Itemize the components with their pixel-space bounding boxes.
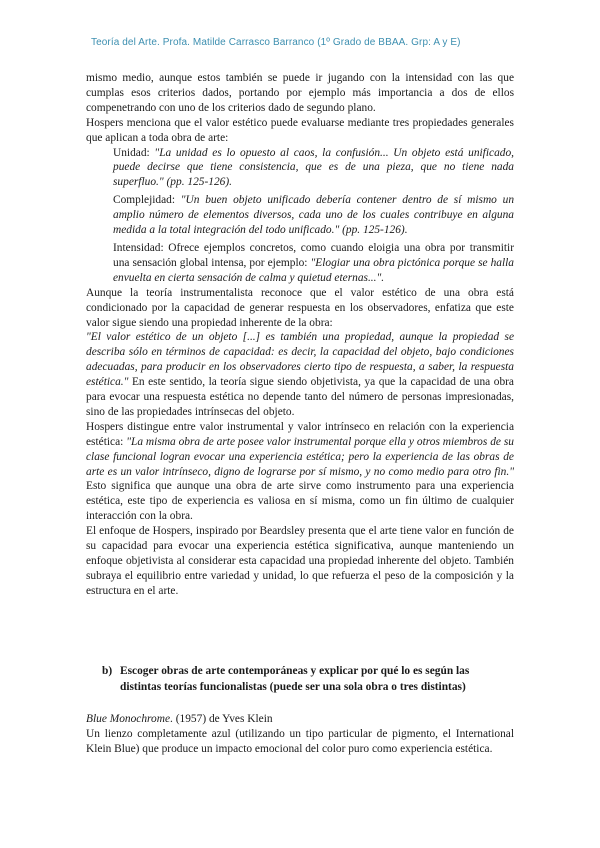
section-b-heading bbox=[102, 663, 514, 695]
artwork-meta: . (1957) de Yves Klein bbox=[170, 713, 273, 725]
section-b-letter: b) bbox=[102, 665, 113, 677]
property-unidad bbox=[113, 146, 514, 191]
intensidad-quote: "Elogiar una obra pictónica porque se halla envuelta en cierta sensación de calma y quietud eternas...". bbox=[113, 256, 514, 284]
paragraph-conclusion: El enfoque de Hospers, inspirado por Beardsley presenta que el arte tiene valor en función de su capacidad para evocar una experiencia estética significativa, aunque manteniendo un enfoque objetivista al considerar esta capacidad una propiedad inherente del objeto. También subraya el equilibrio entre variedad y unidad, lo que refuerza el peso de la composición y la estructura en el arte. bbox=[86, 525, 514, 597]
capacity-rest: En este sentido, la teoría sigue siendo objetivista, ya que la capacidad de una obra para evocar una respuesta estética no depende tanto del número de personas impresionadas, sino de las propiedades intrínsecas del objeto. bbox=[86, 376, 514, 418]
capacity-quote: "El valor estético de un objeto [...] es también una propiedad, aunque la propiedad se describa sólo en términos de capacidad: es decir, la capacidad del objeto, bajo condiciones adecuadas, para producir en los observadores cierto tipo de respuesta, a saber, la respuesta estética." bbox=[86, 331, 514, 389]
artwork-title-line bbox=[86, 712, 514, 727]
complejidad-label: Complejidad: bbox=[113, 194, 181, 207]
artwork-section bbox=[86, 712, 514, 757]
paragraph-hospers-properties: Hospers menciona que el valor estético puede evaluarse mediante tres propiedades generales que aplican a toda obra de arte: bbox=[86, 116, 514, 144]
paragraph-intro: mismo medio, aunque estos también se puede ir jugando con la intensidad con las que cumplas esos criterios dados, portando por ejemplo más importancia a dos de ellos compenetrando con uno de los criterios dado de segundo plano. bbox=[86, 72, 514, 114]
paragraph-instrumentalist: Aunque la teoría instrumentalista reconoce que el valor estético de una obra está condicionado por la capacidad de generar respuesta en los observadores, enfatiza que este valor sigue siendo una propiedad inherente de la obra: bbox=[86, 286, 514, 329]
body-text bbox=[86, 71, 514, 599]
property-complejidad bbox=[113, 193, 514, 238]
paragraph-instrumental-intrinsic bbox=[86, 420, 514, 524]
paragraph-capacity-quote bbox=[86, 330, 514, 419]
artwork-description: Un lienzo completamente azul (utilizando un tipo particular de pigmento, el International Klein Blue) que produce un impacto emocional del color puro como experiencia estética. bbox=[86, 728, 514, 755]
section-b-line1: Escoger obras de arte contemporáneas y explicar por qué lo es según las bbox=[120, 665, 470, 677]
instrumental-quote: "La misma obra de arte posee valor instrumental porque ella y otros miembros de su clase funcional logran evocar una experiencia estética; pero la experiencia de las obras de arte es un valor intrínseco, digno de lograrse por sí mismo, y no como medio para otro fin." bbox=[86, 435, 514, 478]
unidad-label: Unidad: bbox=[113, 146, 155, 159]
intensidad-label: Intensidad: Ofrece ejemplos concretos, como cuando eloigia una obra por transmitir una sensación global intensa, por ejemplo: bbox=[113, 241, 514, 269]
instrumental-start: Hospers distingue entre valor instrumental y valor intrínseco en relación con la experiencia estética: bbox=[86, 420, 514, 448]
unidad-quote: "La unidad es lo opuesto al caos, la confusión... Un objeto está unificado, puede decirse que tiene consistencia, que es de una pieza, que no tiene nada superfluo." (pp. 125-126). bbox=[113, 146, 514, 189]
complejidad-quote: "Un buen objeto unificado debería contener dentro de sí mismo un amplio número de elementos diversos, cada uno de los cuales contribuye en alguna medida a la total integración del todo unificado." (pp. 125-126). bbox=[113, 194, 515, 237]
property-intensidad bbox=[113, 241, 514, 286]
artwork-title: Blue Monochrome bbox=[86, 713, 171, 725]
section-b-line2: distintas teorías funcionalistas (puede ser una sola obra o tres distintas) bbox=[120, 681, 466, 693]
page-header: Teoría del Arte. Profa. Matilde Carrasco Barranco (1º Grado de BBAA. Grp: A y E) bbox=[91, 37, 461, 48]
instrumental-rest: Esto significa que aunque una obra de arte sirve como instrumento para una experiencia estética, este tipo de experiencia es valiosa en sí misma, como un fin último de cualquier interacción con la obra. bbox=[86, 480, 514, 523]
